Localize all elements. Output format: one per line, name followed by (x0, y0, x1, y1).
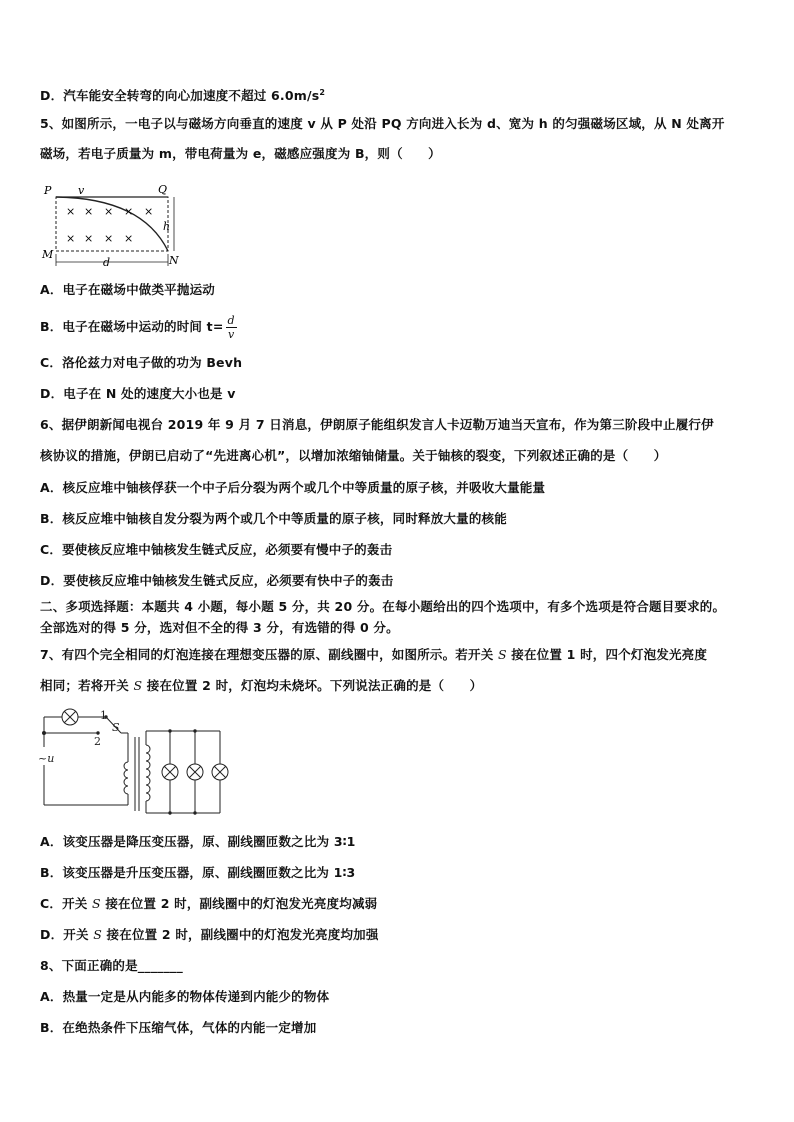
label-switch: S (112, 721, 120, 734)
q5-stem-line1: 5、如图所示，一电子以与磁场方向垂直的速度 v 从 P 处沿 PQ 方向进入长为 d、宽为 h 的匀强磁场区域，从 N 处离开 (40, 116, 725, 131)
q5-magnetic-field-diagram (38, 180, 188, 270)
label-source: ~u (38, 752, 55, 765)
q7-stem-line2: 相同；若将开关 S 接在位置 2 时，灯泡均未烧坏。下列说法正确的是（ ） (40, 678, 483, 693)
q8-option-b: B．在绝热条件下压缩气体，气体的内能一定增加 (40, 1020, 317, 1035)
label-q: Q (158, 183, 168, 196)
section2-heading-line2: 全部选对的得 5 分，选对但不全的得 3 分，有选错的得 0 分。 (40, 620, 399, 635)
secondary-coil (146, 745, 150, 801)
label-d: d (103, 256, 111, 269)
q7-stem-line1: 7、有四个完全相同的灯泡连接在理想变压器的原、副线圈中，如图所示。若开关 S 接在位置 1 时，四个灯泡发光亮度 (40, 647, 708, 662)
q8-stem: 8、下面正确的是_______ (40, 958, 183, 973)
q6-option-a: A．核反应堆中铀核俘获一个中子后分裂为两个或几个中等质量的原子核，并吸收大量能量 (40, 480, 546, 495)
q6-option-d: D．要使核反应堆中铀核发生链式反应，必须要有快中子的轰击 (40, 573, 394, 588)
q6-stem-line1: 6、据伊朗新闻电视台 2019 年 9 月 7 日消息，伊朗原子能组织发言人卡迈勒万迪当天宣布，作为第三阶段中止履行伊 (40, 417, 714, 432)
q5-option-d: D．电子在 N 处的速度大小也是 v (40, 386, 236, 401)
label-pos1: 1 (100, 709, 107, 722)
section2-heading-line1: 二、多项选择题：本题共 4 小题，每小题 5 分，共 20 分。在每小题给出的四个选项中，有多个选项是符合题目要求的。 (40, 599, 726, 614)
q8-option-a: A．热量一定是从内能多的物体传递到内能少的物体 (40, 989, 330, 1004)
q7-option-a: A．该变压器是降压变压器，原、副线圈匝数之比为 3∶1 (40, 834, 356, 849)
label-h: h (163, 220, 171, 233)
q5-stem-line2: 磁场，若电子质量为 m，带电荷量为 e，磁感应强度为 B，则（ ） (40, 146, 441, 161)
q4-option-d: D．汽车能安全转弯的向心加速度不超过 $6.0m/s^2$ (40, 88, 326, 104)
label-m: M (42, 248, 54, 261)
q5-option-c: C．洛伦兹力对电子做的功为 Bevh (40, 355, 243, 370)
q6-option-c: C．要使核反应堆中铀核发生链式反应，必须要有慢中子的轰击 (40, 542, 393, 557)
primary-coil (124, 762, 128, 794)
label-p: P (44, 184, 52, 197)
label-n: N (169, 254, 179, 267)
svg-text:×: × (66, 205, 76, 218)
svg-text:×: × (84, 205, 94, 218)
svg-text:×: × (104, 232, 114, 245)
q7-option-c: C．开关 S 接在位置 2 时，副线圈中的灯泡发光亮度均减弱 (40, 896, 378, 911)
svg-text:×: × (66, 232, 76, 245)
label-pos2: 2 (94, 735, 101, 748)
svg-text:×: × (124, 232, 134, 245)
svg-text:×: × (84, 232, 94, 245)
q6-stem-line2: 核协议的措施，伊朗已启动了“先进离心机”，以增加浓缩铀储量。关于铀核的裂变，下列叙述正确的是（ ） (40, 448, 667, 463)
svg-text:×: × (144, 205, 154, 218)
field-crosses (66, 205, 153, 245)
label-v: v (78, 184, 85, 197)
q7-option-b: B．该变压器是升压变压器，原、副线圈匝数之比为 1∶3 (40, 865, 356, 880)
q5-option-a: A．电子在磁场中做类平抛运动 (40, 282, 215, 297)
svg-text:×: × (124, 205, 134, 218)
q7-option-d: D．开关 S 接在位置 2 时，副线圈中的灯泡发光亮度均加强 (40, 927, 379, 942)
q5-option-b: B．电子在磁场中运动的时间 t= $\frac{d}{v}$ (40, 314, 235, 341)
svg-text:×: × (104, 205, 114, 218)
q6-option-b: B．核反应堆中铀核自发分裂为两个或几个中等质量的原子核，同时释放大量的核能 (40, 511, 507, 526)
q7-transformer-circuit-diagram (36, 707, 236, 817)
